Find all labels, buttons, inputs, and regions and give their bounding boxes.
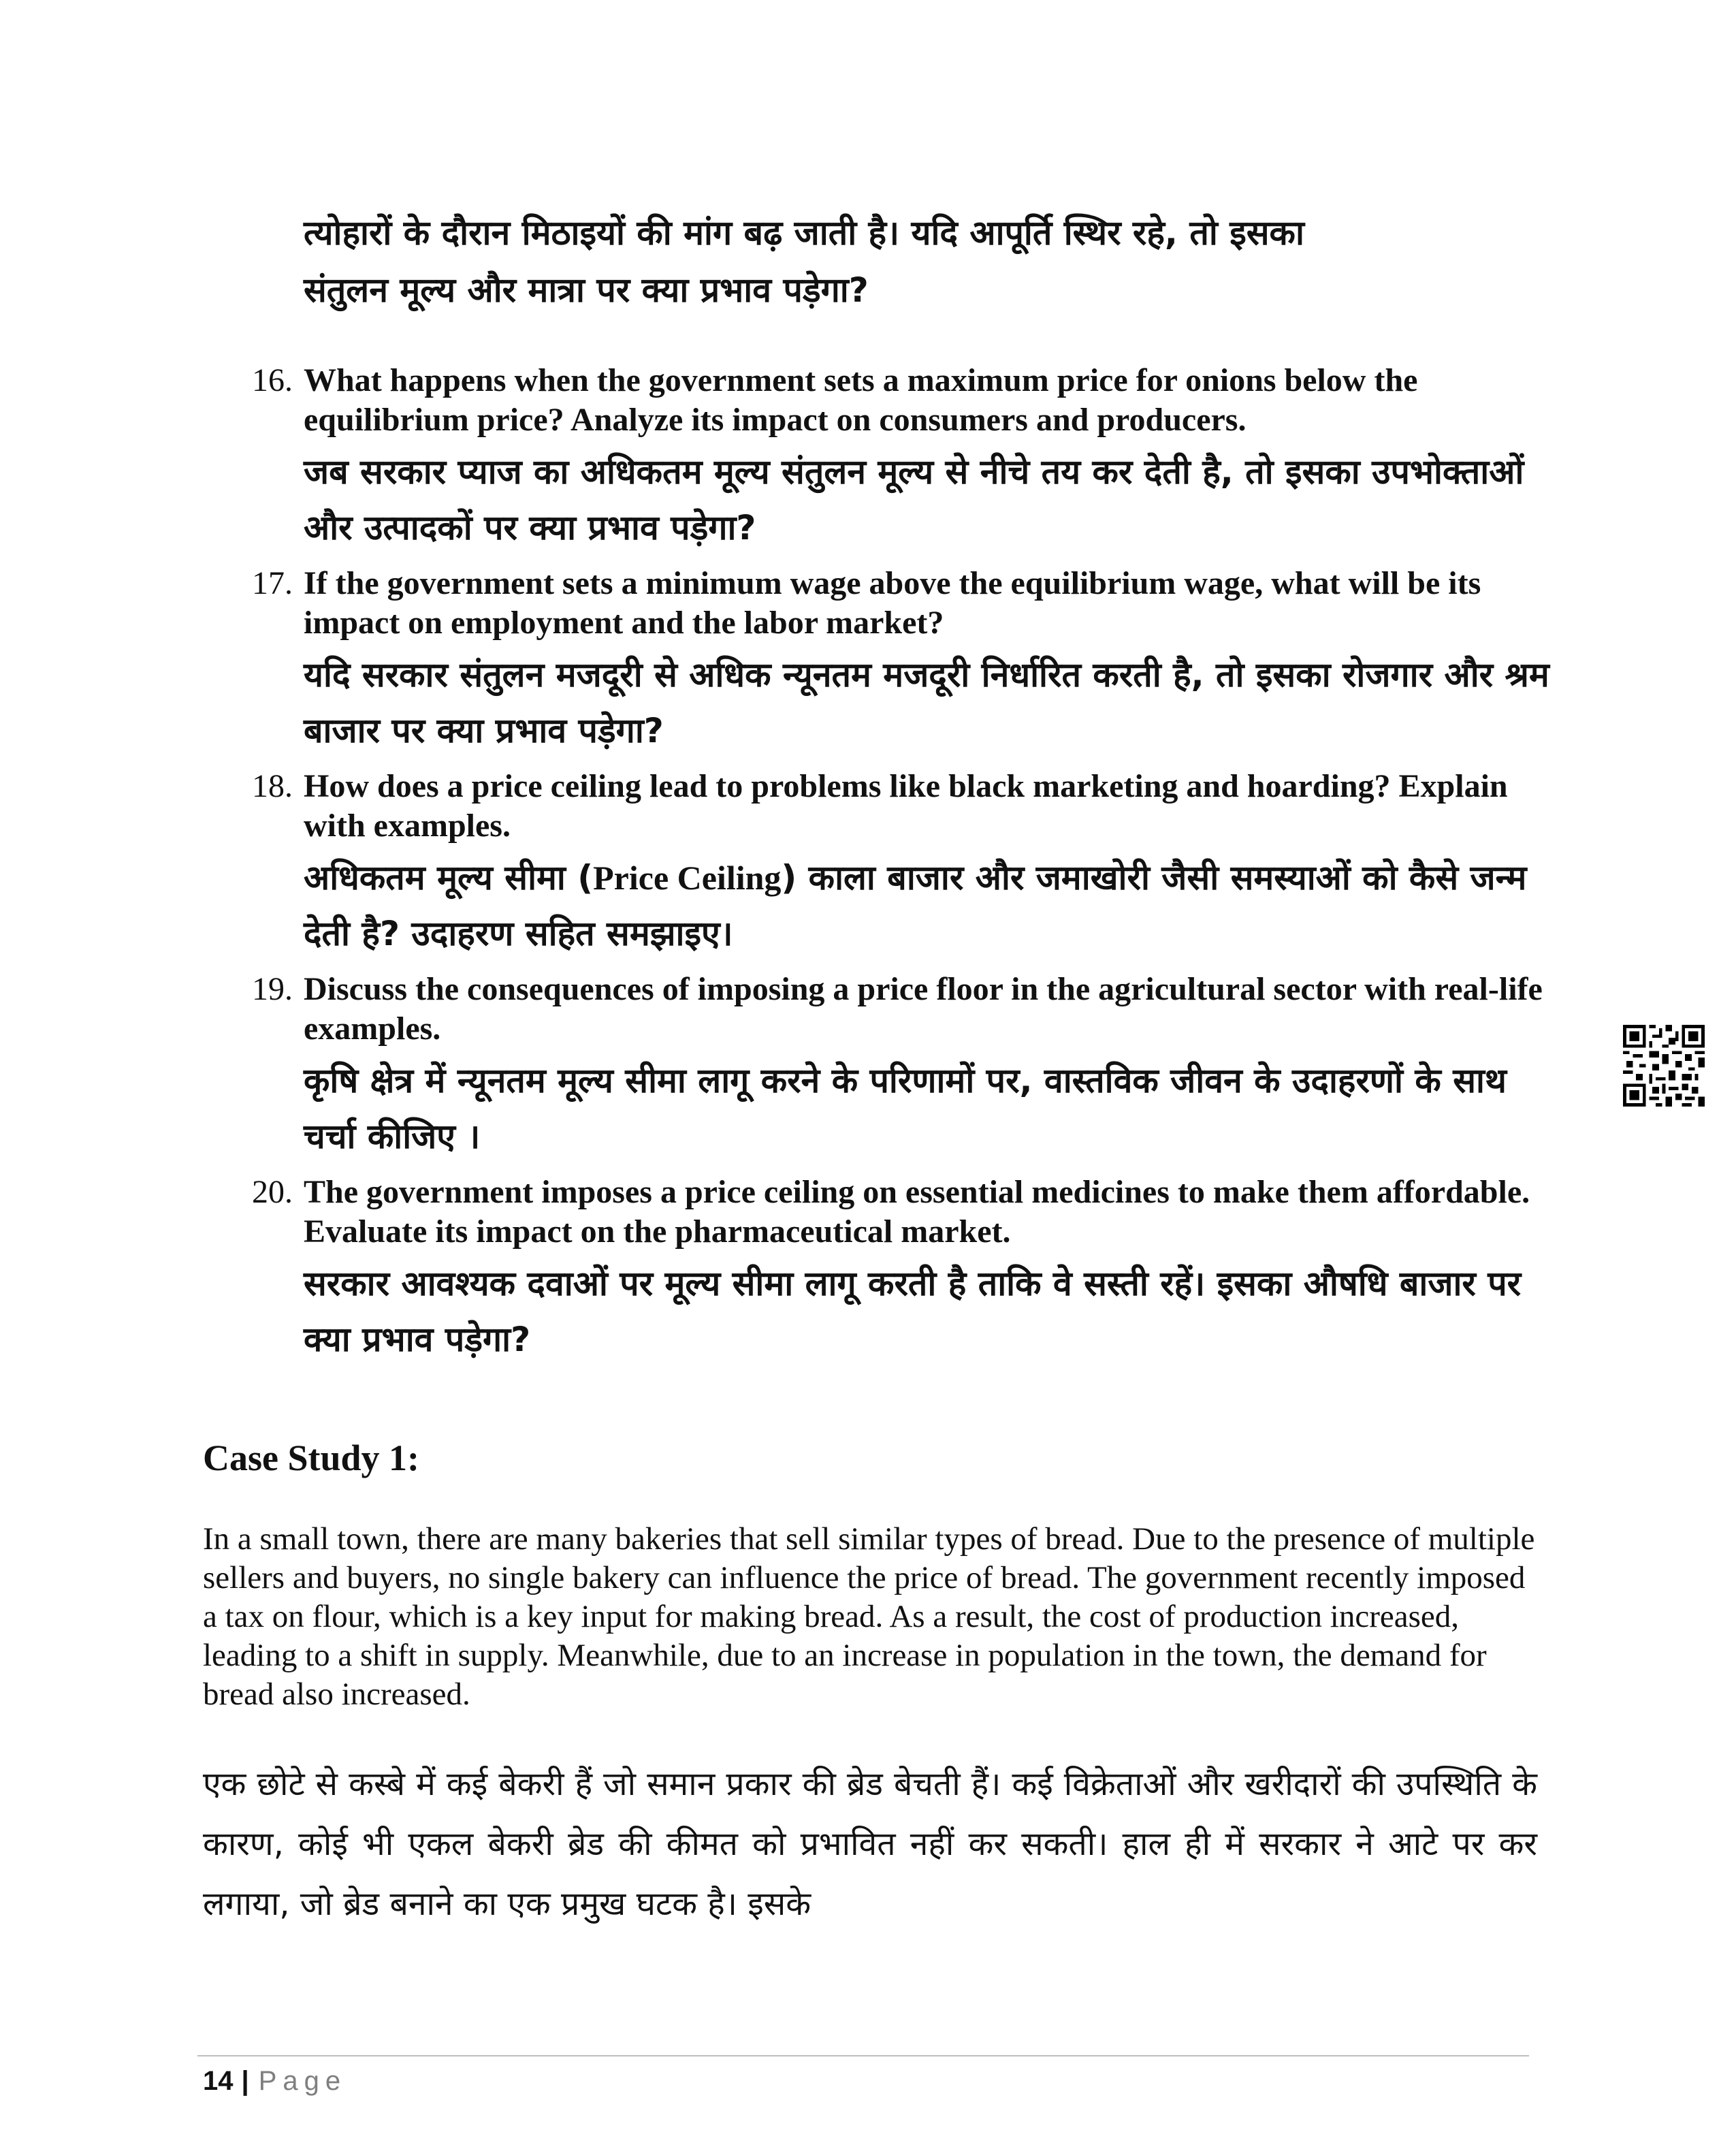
question-hindi: यदि सरकार संतुलन मजदूरी से अधिक न्यूनतम मजदूरी निर्धारित करती है, तो इसका रोजगार और श्रम बाजार पर क्या प्रभाव पड़ेगा? [304,655,1549,750]
intro-hindi-line: संतुलन मूल्य और मात्रा पर क्या प्रभाव पड़ेगा? [304,270,869,310]
question-body [304,767,1559,962]
question-20 [252,1173,1559,1367]
question-body [304,361,1559,556]
footer-divider [197,2055,1529,2056]
question-17 [252,564,1559,759]
question-hindi: जब सरकार प्याज का अधिकतम मूल्य संतुलन मूल्य से नीचे तय कर देती है, तो इसका उपभोक्ताओं और उत्पादकों पर क्या प्रभाव पड़ेगा? [304,452,1524,547]
question-number: 17. [252,565,293,601]
question-english: What happens when the government sets a maximum price for onions below the equilibrium price? Analyze its impact on consumers and producers. [304,362,1418,438]
question-body [304,1173,1559,1367]
case-study-title: Case Study 1: [203,1437,420,1478]
question-hindi-english-term: Price Ceiling [593,859,782,897]
question-hindi-part: ) काला बाजार और जमाखोरी जैसी समस्याओं को कैसे जन्म देती है? उदाहरण सहित समझाइए। [304,858,1527,953]
question-16 [252,361,1559,556]
question-english: How does a price ceiling lead to problems like black marketing and hoarding? Explain with examples. [304,768,1508,844]
question-number: 18. [252,768,293,804]
question-hindi: कृषि क्षेत्र में न्यूनतम मूल्य सीमा लागू करने के परिणामों पर, वास्तविक जीवन के उदाहरणों के साथ चर्चा कीजिए । [304,1061,1507,1156]
question-english: Discuss the consequences of imposing a price floor in the agricultural sector with real-life examples. [304,971,1543,1047]
question-english: The government imposes a price ceiling on essential medicines to make them affordable. Evaluate its impact on the pharmaceutical market. [304,1174,1530,1250]
question-body [304,970,1559,1164]
intro-hindi-text [304,204,1543,319]
case-study-hindi-paragraph: एक छोटे से कस्बे में कई बेकरी हैं जो समान प्रकार की ब्रेड बेचती हैं। कई विक्रेताओं और खरीदारों की उपस्थिति के कारण, कोई भी एकल बेकरी ब्रेड की कीमत को प्रभावित नहीं कर सकती। हाल ही में सरकार ने आटे पर कर लगाया, जो ब्रेड बनाने का एक प्रमुख घटक है। इसके [203,1765,1537,1923]
question-number: 16. [252,362,293,398]
question-hindi [304,850,1559,962]
question-hindi: सरकार आवश्यक दवाओं पर मूल्य सीमा लागू करती है ताकि वे सस्ती रहें। इसका औषधि बाजार पर क्या प्रभाव पड़ेगा? [304,1264,1522,1359]
question-body [304,564,1559,759]
page-label: Page [258,2066,347,2096]
question-number: 20. [252,1174,293,1210]
qr-code-icon [1623,1025,1705,1107]
question-19 [252,970,1559,1164]
question-hindi-part: अधिकतम मूल्य सीमा ( [304,858,594,897]
page-number: 14 [203,2066,234,2096]
question-list [252,361,1559,1376]
page-footer [203,2062,347,2100]
question-english: If the government sets a minimum wage above the equilibrium wage, what will be its impact on employment and the labor market? [304,565,1481,641]
intro-hindi-line: त्योहारों के दौरान मिठाइयों की मांग बढ़ जाती है। यदि आपूर्ति स्थिर रहे, तो इसका [304,213,1304,253]
footer-separator: | [241,2066,249,2096]
question-18 [252,767,1559,962]
case-study-english-paragraph: In a small town, there are many bakeries that sell similar types of bread. Due to the presence of multiple sellers and buyers, no single bakery can influence the price of bread. The government recently imposed a tax on flour, which is a key input for making bread. As a result, the cost of production increased, leading to a shift in supply. Meanwhile, due to an increase in population in the town, the demand for bread also increased. [203,1521,1535,1712]
question-number: 19. [252,971,293,1007]
